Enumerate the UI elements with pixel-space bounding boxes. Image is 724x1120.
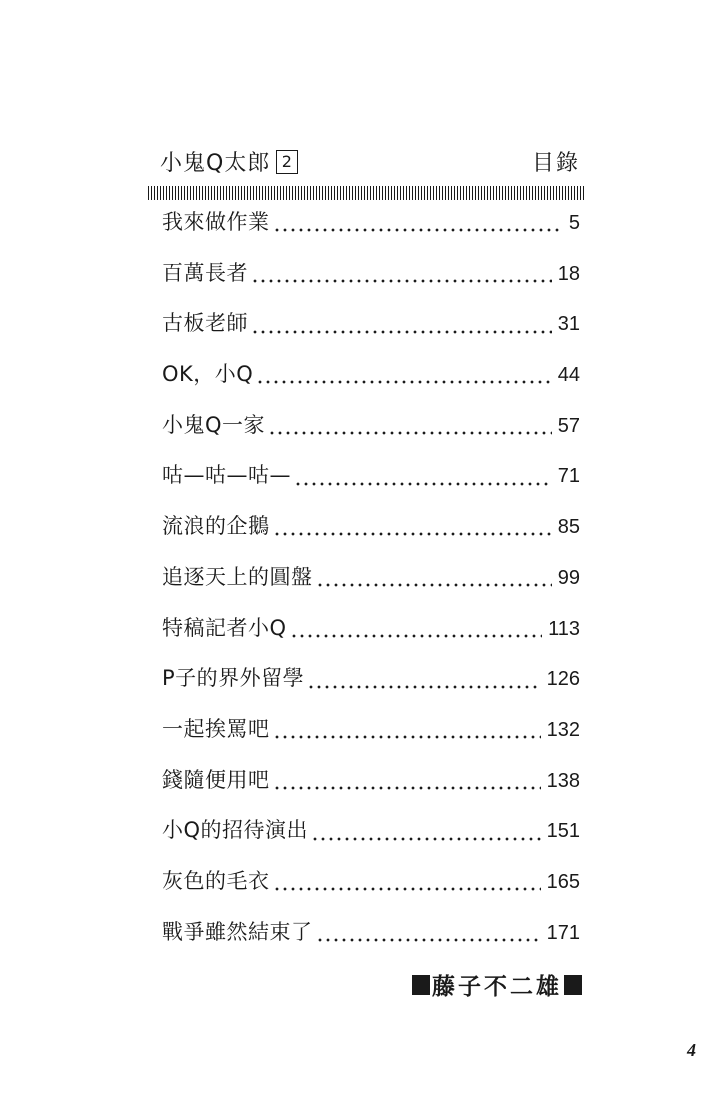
toc-entry <box>162 864 580 915</box>
toc-entry-title: 百萬長者 <box>162 260 248 285</box>
toc-entry-title: 小鬼Q一家 <box>162 412 266 437</box>
toc-entry-title: 古板老師 <box>162 311 248 336</box>
toc-entry <box>162 661 580 712</box>
toc-entry-title: 戰爭雖然結束了 <box>162 919 313 944</box>
toc-entry-page: 44 <box>557 364 580 387</box>
toc-entry-page: 31 <box>557 313 580 336</box>
dot-leader <box>294 481 552 487</box>
dot-leader <box>311 836 541 842</box>
toc-entry-page: 171 <box>546 921 580 944</box>
toc-entry <box>162 560 580 611</box>
toc-entry-title: 流浪的企鵝 <box>162 514 270 539</box>
toc-entry-page: 151 <box>546 820 580 843</box>
toc-entry-title: OK，小Q <box>162 362 254 387</box>
toc-entry-page: 57 <box>557 414 580 437</box>
dot-leader <box>316 582 552 588</box>
toc-entry-page: 132 <box>546 718 580 741</box>
toc-entry <box>162 408 580 459</box>
toc-entry <box>162 306 580 357</box>
toc-entry <box>162 256 580 307</box>
dot-leader <box>290 633 543 639</box>
square-ornament-icon <box>412 975 430 995</box>
dot-leader <box>256 379 551 385</box>
author-name: 藤子不二雄 <box>432 974 562 1000</box>
toc-entry <box>162 813 580 864</box>
series-title <box>160 146 298 177</box>
toc-entry-page: 165 <box>546 870 580 893</box>
toc-entry-page: 18 <box>557 262 580 285</box>
dot-leader <box>273 886 541 892</box>
toc-entry-title: 錢隨便用吧 <box>162 767 270 792</box>
dot-leader <box>273 227 563 233</box>
toc-entry-page: 138 <box>546 769 580 792</box>
dot-leader <box>273 531 552 537</box>
toc-entry-title: 一起挨罵吧 <box>162 716 270 741</box>
toc-entry-page: 99 <box>557 566 580 589</box>
toc-entry <box>162 915 580 966</box>
header-divider <box>148 186 584 200</box>
dot-leader <box>316 937 541 943</box>
toc-entry-page: 71 <box>557 465 580 488</box>
toc-entry-title: 小Q的招待演出 <box>162 818 309 843</box>
toc-entry-title: 咕—咕—咕— <box>162 463 291 488</box>
toc-entry-page: 85 <box>557 516 580 539</box>
toc-entry <box>162 458 580 509</box>
toc-entry <box>162 509 580 560</box>
author-credit <box>412 968 582 1001</box>
toc-heading: 目錄 <box>531 151 580 176</box>
toc-entry <box>162 357 580 408</box>
page-header <box>160 146 580 178</box>
toc-entry-title: 特稿記者小Q <box>162 615 287 640</box>
dot-leader <box>273 785 541 791</box>
toc-entry <box>162 611 580 662</box>
toc-entry-page: 5 <box>568 212 580 234</box>
toc-entry-title: 追逐天上的圓盤 <box>162 564 313 589</box>
dot-leader <box>251 278 552 284</box>
toc-entry-title: P子的界外留學 <box>162 666 305 691</box>
toc-entry <box>162 763 580 814</box>
toc-list <box>162 205 580 965</box>
dot-leader <box>268 430 552 436</box>
toc-entry <box>162 205 580 256</box>
dot-leader <box>251 329 552 335</box>
page-number: 4 <box>687 1040 696 1060</box>
toc-entry-page: 113 <box>548 617 580 640</box>
toc-entry <box>162 712 580 763</box>
toc-entry-page: 126 <box>546 668 580 691</box>
toc-entry-title: 灰色的毛衣 <box>162 868 270 893</box>
square-ornament-icon <box>564 975 582 995</box>
toc-entry-title: 我來做作業 <box>162 210 270 234</box>
dot-leader <box>307 684 540 690</box>
volume-number: 2 <box>276 150 298 174</box>
dot-leader <box>273 734 541 740</box>
series-title-text: 小鬼Q太郎 <box>160 151 271 176</box>
